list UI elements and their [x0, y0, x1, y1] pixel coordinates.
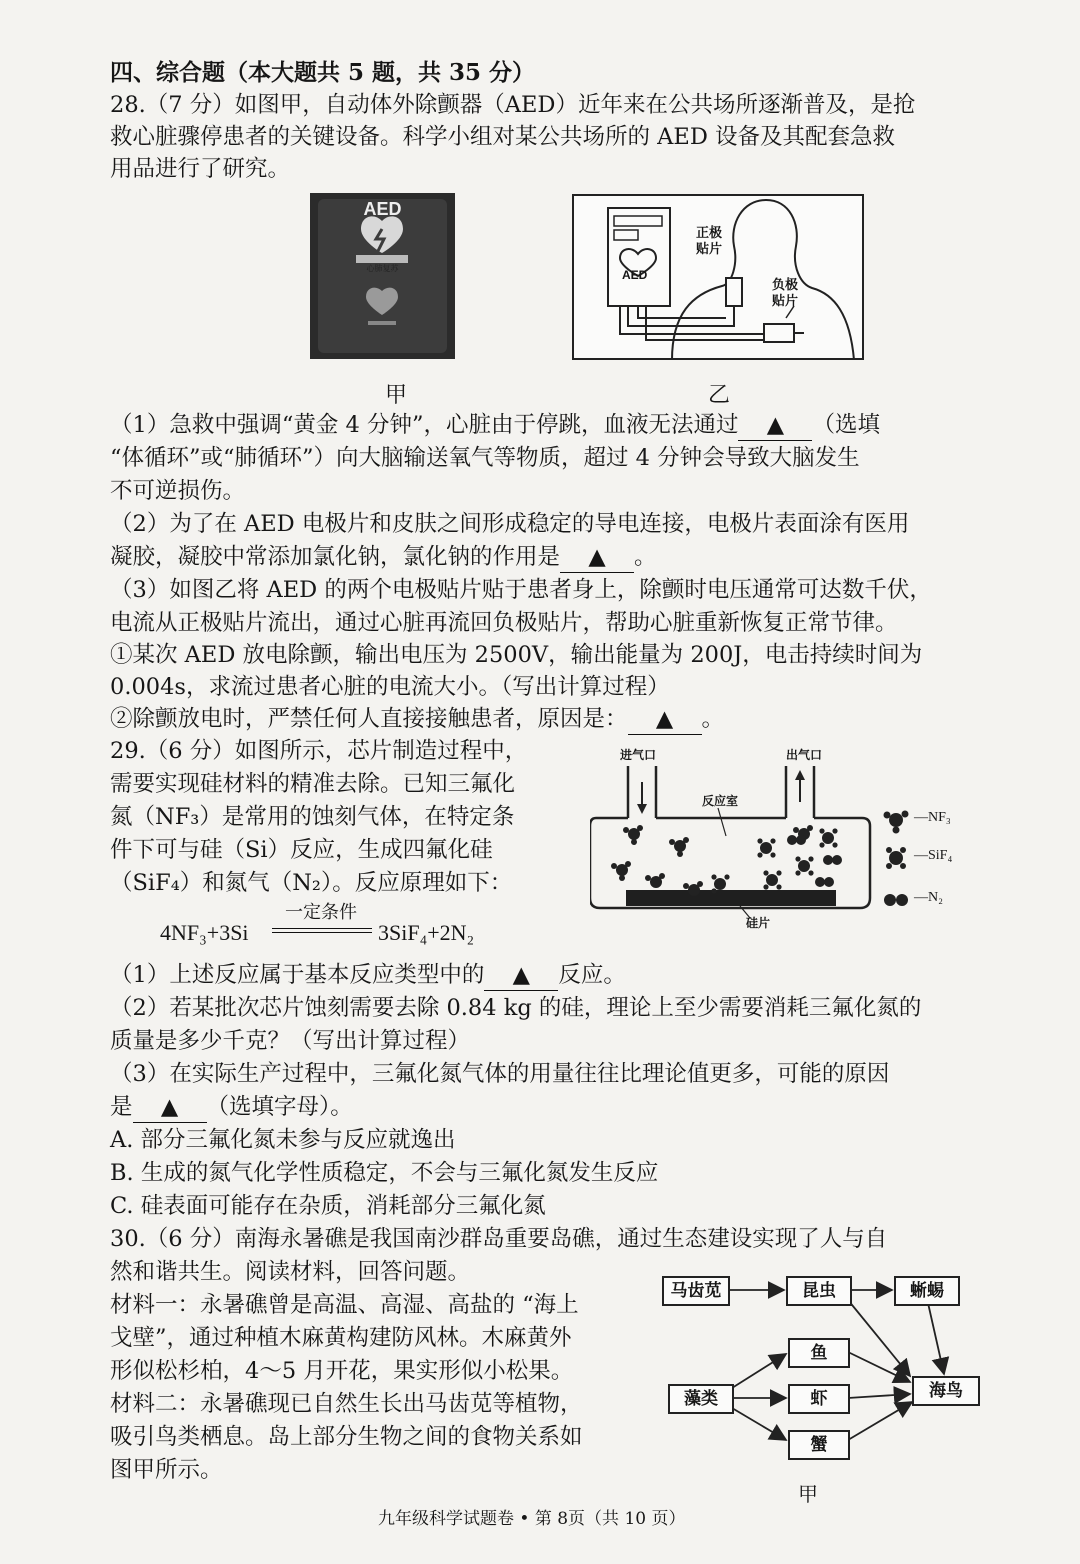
schematic-screen-label: AED — [622, 268, 648, 282]
q29-part2-line1: （2）若某批次芯片蚀刻需要去除 0.84 kg 的硅，理论上至少需要消耗三氟化氮的 — [110, 995, 922, 1021]
inlet-label: 进气口 — [620, 748, 657, 762]
q28-part1-line3: 不可逆损伤。 — [110, 478, 246, 504]
q29-line2: 需要实现硅材料的精准去除。已知三氟化 — [110, 771, 516, 797]
negative-pad-label: 负极贴片 — [772, 278, 799, 309]
food-web-node-shrimp: 虾 — [788, 1384, 850, 1414]
legend-nf3: —NF₃ — [914, 810, 951, 825]
q28-line1: 28.（7 分）如图甲，自动体外除颤器（AED）近年来在公共场所逐渐普及，是抢 — [110, 92, 916, 118]
q28-part3-line2: 电流从正极贴片流出，通过心脏再流回负极贴片，帮助心脏重新恢复正常节律。 — [110, 610, 898, 636]
answer-blank[interactable]: ▲ — [560, 542, 634, 573]
equation-equals — [272, 928, 372, 933]
q30-line3: 材料一：永暑礁曾是高温、高湿、高盐的 “海上 — [110, 1292, 579, 1318]
q28-line2: 救心脏骤停患者的关键设备。科学小组对某公共场所的 AED 设备及其配套急救 — [110, 124, 896, 150]
figure-aed-photo — [310, 193, 455, 359]
section-title: 四、综合题（本大题共 5 题，共 35 分） — [110, 59, 536, 86]
q29-part3-line2: 是 ▲ （选填字母）。 — [110, 1092, 353, 1123]
q28-part3-line3: ①某次 AED 放电除颤，输出电压为 2500V，输出能量为 200J，电击持续时间为 — [110, 642, 923, 668]
positive-pad-label: 正极贴片 — [696, 226, 723, 257]
q29-part1: （1）上述反应属于基本反应类型中的 ▲ 反应。 — [110, 960, 626, 991]
q30-line8: 图甲所示。 — [110, 1457, 223, 1483]
caption-jia: 甲 — [385, 383, 408, 408]
food-web-node-fish: 鱼 — [788, 1338, 850, 1368]
equation-left: 4NF₃+3Si — [160, 920, 249, 945]
food-web-node-seabird: 海鸟 — [912, 1376, 980, 1406]
aed-photo-label: AED — [363, 199, 402, 219]
q28-part3-line4: 0.004s，求流过患者心脏的电流大小。（写出计算过程） — [110, 674, 670, 700]
q28-part2-line2: 凝胶，凝胶中常添加氯化钠，氯化钠的作用是 ▲ 。 — [110, 542, 657, 573]
q28-part3-line5: ②除颤放电时，严禁任何人直接接触患者，原因是： ▲ 。 — [110, 704, 724, 735]
figure-food-web — [660, 1270, 980, 1470]
outlet-label: 出气口 — [786, 748, 823, 762]
q29-option-b: B. 生成的氮气化学性质稳定，不会与三氟化氮发生反应 — [110, 1160, 659, 1186]
q29-part2-line2: 质量是多少千克？（写出计算过程） — [110, 1028, 471, 1054]
q30-line1: 30.（6 分）南海永暑礁是我国南沙群岛重要岛礁，通过生态建设实现了人与自 — [110, 1226, 888, 1252]
q30-line4: 戈壁”，通过种植木麻黄构建防风林。木麻黄外 — [110, 1325, 572, 1351]
q30-line6: 材料二：永暑礁现已自然生长出马齿苋等植物， — [110, 1391, 583, 1417]
q29-option-a: A. 部分三氟化氮未参与反应就逸出 — [110, 1127, 456, 1153]
figure-reaction-chamber — [590, 742, 980, 932]
food-web-node-algae: 藻类 — [668, 1384, 734, 1414]
q29-option-c: C. 硅表面可能存在杂质，消耗部分三氟化氮 — [110, 1193, 546, 1219]
food-web-node-crab: 蟹 — [788, 1430, 850, 1460]
chamber-label: 反应室 — [702, 794, 739, 808]
equation-right: 3SiF₄+2N₂ — [378, 920, 475, 945]
q30-line7: 吸引鸟类栖息。岛上部分生物之间的食物关系如 — [110, 1424, 583, 1450]
figure-aed-schematic — [572, 194, 864, 360]
q29-part3-line1: （3）在实际生产过程中，三氟化氮气体的用量往往比理论值更多，可能的原因 — [110, 1061, 890, 1087]
legend-sif4: —SiF₄ — [914, 848, 953, 863]
equation-condition: 一定条件 — [285, 902, 357, 923]
q29-line4: 件下可与硅（Si）反应，生成四氟化硅 — [110, 837, 493, 863]
answer-blank[interactable]: ▲ — [484, 960, 558, 991]
wafer-label: 硅片 — [746, 916, 771, 930]
q29-line1: 29.（6 分）如图所示，芯片制造过程中， — [110, 738, 528, 764]
q30-line2: 然和谐共生。阅读材料，回答问题。 — [110, 1259, 471, 1285]
q28-part1-line2: “体循环”或“肺循环”）向大脑输送氧气等物质，超过 4 分钟会导致大脑发生 — [110, 445, 860, 471]
q28-part1-line1: （1）急救中强调“黄金 4 分钟”，心脏由于停跳，血液无法通过 ▲ （选填 — [110, 410, 880, 441]
food-web-node-purslane: 马齿苋 — [662, 1276, 730, 1306]
q30-line5: 形似松杉柏，4～5 月开花，果实形似小松果。 — [110, 1358, 574, 1384]
q28-part2-line1: （2）为了在 AED 电极片和皮肤之间形成稳定的导电连接，电极片表面涂有医用 — [110, 511, 910, 537]
q29-line3: 氮（NF₃）是常用的蚀刻气体，在特定条 — [110, 804, 515, 830]
answer-blank[interactable]: ▲ — [738, 410, 812, 441]
answer-blank[interactable]: ▲ — [628, 704, 702, 735]
caption-food-web: 甲 — [798, 1482, 818, 1506]
caption-yi: 乙 — [708, 383, 731, 408]
legend-n2: —N₂ — [914, 890, 943, 905]
food-web-node-lizard: 蜥蜴 — [894, 1276, 960, 1306]
food-web-node-insect: 昆虫 — [786, 1276, 852, 1306]
q29-line5: （SiF₄）和氮气（N₂）。反应原理如下： — [110, 870, 513, 896]
page-footer: 九年级科学试题卷 • 第 8页（共 10 页） — [378, 1509, 686, 1529]
answer-blank[interactable]: ▲ — [133, 1092, 207, 1123]
q28-part3-line1: （3）如图乙将 AED 的两个电极贴片贴于患者身上，除颤时电压通常可达数千伏， — [110, 577, 932, 603]
aed-photo-small-label: 心肺复苏 — [366, 264, 399, 273]
q28-line3: 用品进行了研究。 — [110, 156, 291, 182]
